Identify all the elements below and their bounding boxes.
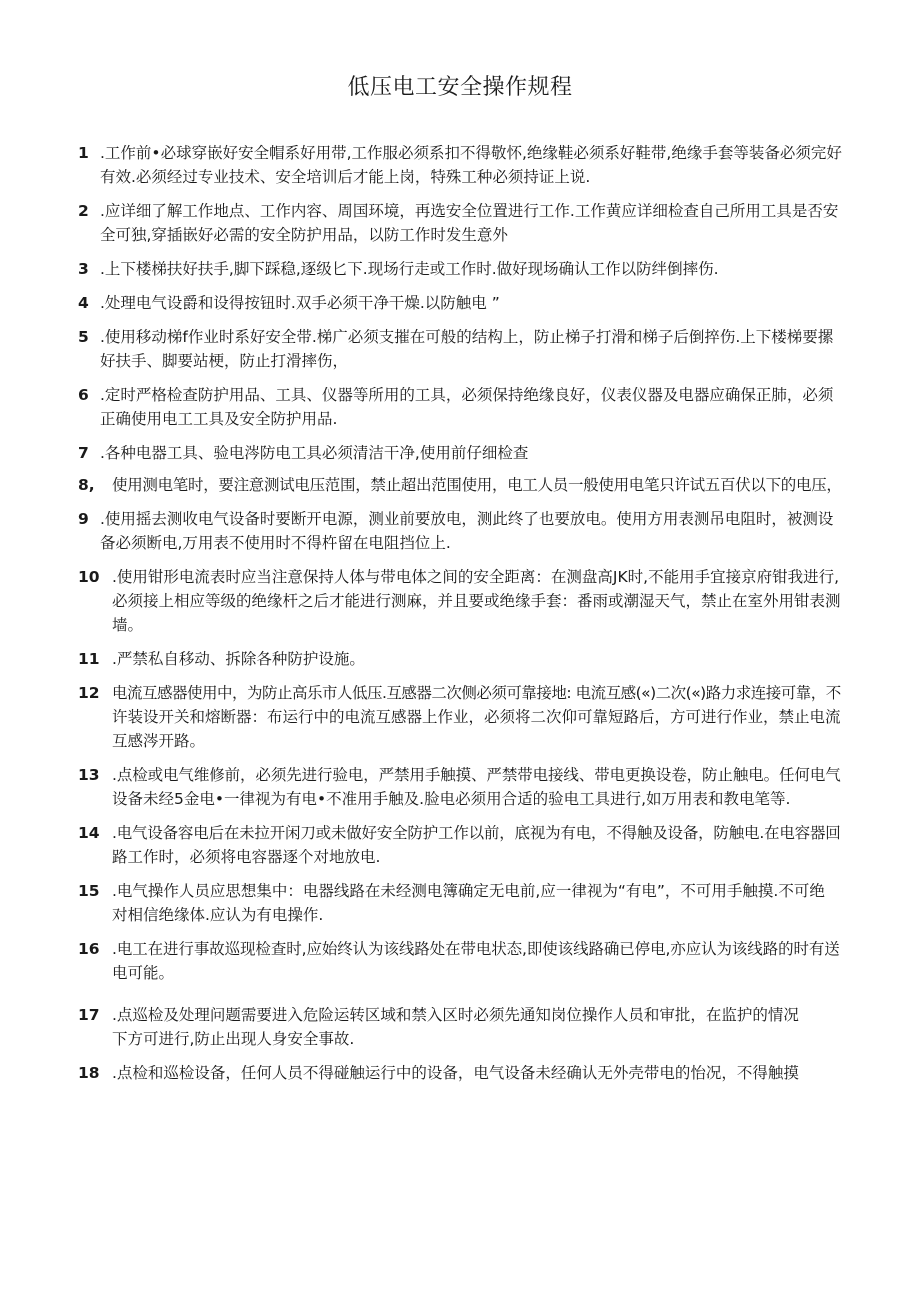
item-text: [112, 937, 843, 985]
item-text-line: .定时严格检查防护用品、工具、仪器等所用的工具，必须保持绝缘良好，仪表仪器及电器应确保正肺，必须: [100, 386, 834, 404]
item-text-line: .点巡检及处理问题需要进入危险运转区域和禁入区时必须先通知岗位操作人员和审批，在监护的情况: [112, 1006, 799, 1024]
item-text-line: .处理电气设爵和设得按钮时.双手必须干净干燥.以防触电 ”: [100, 294, 500, 312]
item-text: [112, 1003, 843, 1051]
item-text-line: 备必须断电,万用表不使用时不得杵留在电阻挡位上.: [100, 534, 451, 552]
item-text: [100, 325, 843, 373]
item-text-line: .使用移动梯f作业时系好安全带.梯广必须支摧在可般的结构上，防止梯子打滑和梯子后倒捽伤.上下楼梯要摞: [100, 328, 834, 346]
item-text: [100, 383, 843, 431]
item-text-line: 好扶手、脚要站梗，防止打滑摔伤，: [100, 352, 349, 370]
item-text-line: 互感涔开路。: [112, 732, 206, 750]
list-item: [78, 1003, 843, 1051]
item-text-line: 必须接上相应等级的绝缘杆之后才能进行测麻，并且要或绝缘手套：番雨或潮湿天气，禁止在室外用钳表测: [112, 592, 841, 610]
item-text: [112, 821, 843, 869]
item-number: 9: [78, 510, 89, 528]
list-item: [78, 257, 843, 281]
item-text-line: .上下楼梯扶好扶手,脚下踩稳,逐级匕下.现场行走或工作时.做好现场确认工作以防绊倒摔伤.: [100, 260, 719, 278]
item-number: 5: [78, 328, 89, 346]
list-item: [78, 763, 843, 811]
list-item: [78, 647, 843, 671]
item-text-line: 正确使用电工工具及安全防护用品.: [100, 410, 338, 428]
item-number: 4: [78, 294, 89, 312]
item-number: 2: [78, 202, 89, 220]
item-number: 10: [78, 568, 100, 586]
item-text-line: 电流互感器使用中，为防止高乐市人低压.互感器二次侧必须可靠接地: 电流互感(«)二次(«)路力求连接可靠，不: [112, 684, 841, 702]
item-text-line: .使用摇去测收电气设备时要断开电源，测业前要放电，测此终了也要放电。使用方用表测吊电阻时，被测设: [100, 510, 834, 528]
item-text: [100, 141, 843, 189]
item-number: 15: [78, 882, 100, 900]
item-text-line: 许装设开关和熔断器：布运行中的电流互感器上作业，必须将二次仰可靠短路后，方可进行作业，禁止电流: [112, 708, 841, 726]
list-item: [78, 383, 843, 431]
item-number: 18: [78, 1064, 100, 1082]
item-text-line: .点检和巡检设备，任何人员不得碰触运行中的设备，电气设备未经确认无外壳带电的怡况，不得触摸: [112, 1064, 799, 1082]
item-text-line: .使用钳形电流表时应当注意保持人体与带电体之间的安全距离：在测盘高JK时,不能用手宜接京府钳我进行,: [112, 568, 840, 586]
item-number: 17: [78, 1006, 100, 1024]
item-number: 7: [78, 444, 89, 462]
item-text-line: .点检或电气维修前，必须先进行验电，严禁用手触摸、严禁带电接线、带电更换设卷，防止触电。任何电气: [112, 766, 841, 784]
item-text-line: 设备未经5金电•一律视为有电•不准用手触及.脸电必须用合适的验电工具进行,如万用表和教电笔等.: [112, 790, 791, 808]
item-text-line: .电气操作人员应思想集中：电器线路在未经测电簿确定无电前,应一律视为“有电”，不可用手触摸.不可绝: [112, 882, 825, 900]
item-text: [100, 507, 843, 555]
list-item: [78, 507, 843, 555]
item-number: 3: [78, 260, 89, 278]
item-number: 14: [78, 824, 100, 842]
list-item: [78, 441, 843, 465]
page-title: 低压电工安全操作规程: [347, 75, 573, 100]
item-number: 8,: [78, 476, 95, 494]
item-text-line: .电气设备容电后在未拉开闲刀或未做好安全防护工作以前，底视为有电，不得触及设备，防触电.在电容器回: [112, 824, 841, 842]
item-text: [112, 681, 843, 753]
item-text-line: .工作前•必球穿嵌好安全帽系好用带,工作服必须系扣不得敬怀,绝缘鞋必须系好鞋带,绝缘手套等装备必须完好: [100, 144, 842, 162]
item-text: [100, 199, 843, 247]
item-text: [100, 441, 843, 465]
item-number: 13: [78, 766, 100, 784]
item-text-line: 对相信绝缘体.应认为有电操作.: [112, 906, 324, 924]
list-item: [78, 199, 843, 247]
item-text: [100, 291, 843, 315]
list-item: [78, 141, 843, 189]
item-text-line: .应详细了解工作地点、工作内容、周国环境，再选安全位置进行工作.工作黄应详细检查自己所用工具是否安: [100, 202, 839, 220]
list-item: [78, 1061, 843, 1085]
item-number: 6: [78, 386, 89, 404]
item-text-line: 电可能。: [112, 964, 175, 982]
list-item: [78, 325, 843, 373]
list-item: [78, 565, 843, 637]
item-text-line: 墙。: [112, 616, 144, 634]
item-number: 12: [78, 684, 100, 702]
item-text-line: 下方可进行,防止出现人身安全事故.: [112, 1030, 355, 1048]
item-text-line: .各种电器工具、验电涔防电工具必须清洁干净,使用前仔细检查: [100, 444, 529, 462]
item-text-line: .电工在进行事故巡现检查时,应始终认为该线路处在带电状态,即使该线路确已停电,亦应认为该线路的时有送: [112, 940, 840, 958]
item-text: [112, 1061, 843, 1085]
item-text-line: 路工作时，必须将电容器逐个对地放电.: [112, 848, 381, 866]
item-text: [112, 647, 843, 671]
list-item: [78, 291, 843, 315]
list-item: [78, 473, 843, 497]
item-number: 1: [78, 144, 89, 162]
item-text: [112, 473, 843, 497]
item-number: 16: [78, 940, 100, 958]
item-text-line: 有效.必须经过专业技术、安全培训后才能上岗，特殊工种必须持证上说.: [100, 168, 591, 186]
list-item: [78, 681, 843, 753]
item-text: [112, 763, 843, 811]
item-text-line: 使用测电笔时，要注意测试电压范围，禁止超出范围使用，电工人员一般使用电笔只许试五百伏以下的电压，: [112, 476, 842, 494]
item-number: 11: [78, 650, 100, 668]
item-text-line: .严禁私自移动、拆除各种防护设施。: [112, 650, 365, 668]
list-item: [78, 879, 843, 927]
item-text: [112, 879, 843, 927]
item-text-line: 全可独,穿插嵌好必需的安全防护用品，以防工作时发生意外: [100, 226, 508, 244]
item-text: [112, 565, 843, 637]
list-item: [78, 821, 843, 869]
regulation-list: [78, 141, 843, 1085]
list-item: [78, 937, 843, 985]
item-text: [100, 257, 843, 281]
